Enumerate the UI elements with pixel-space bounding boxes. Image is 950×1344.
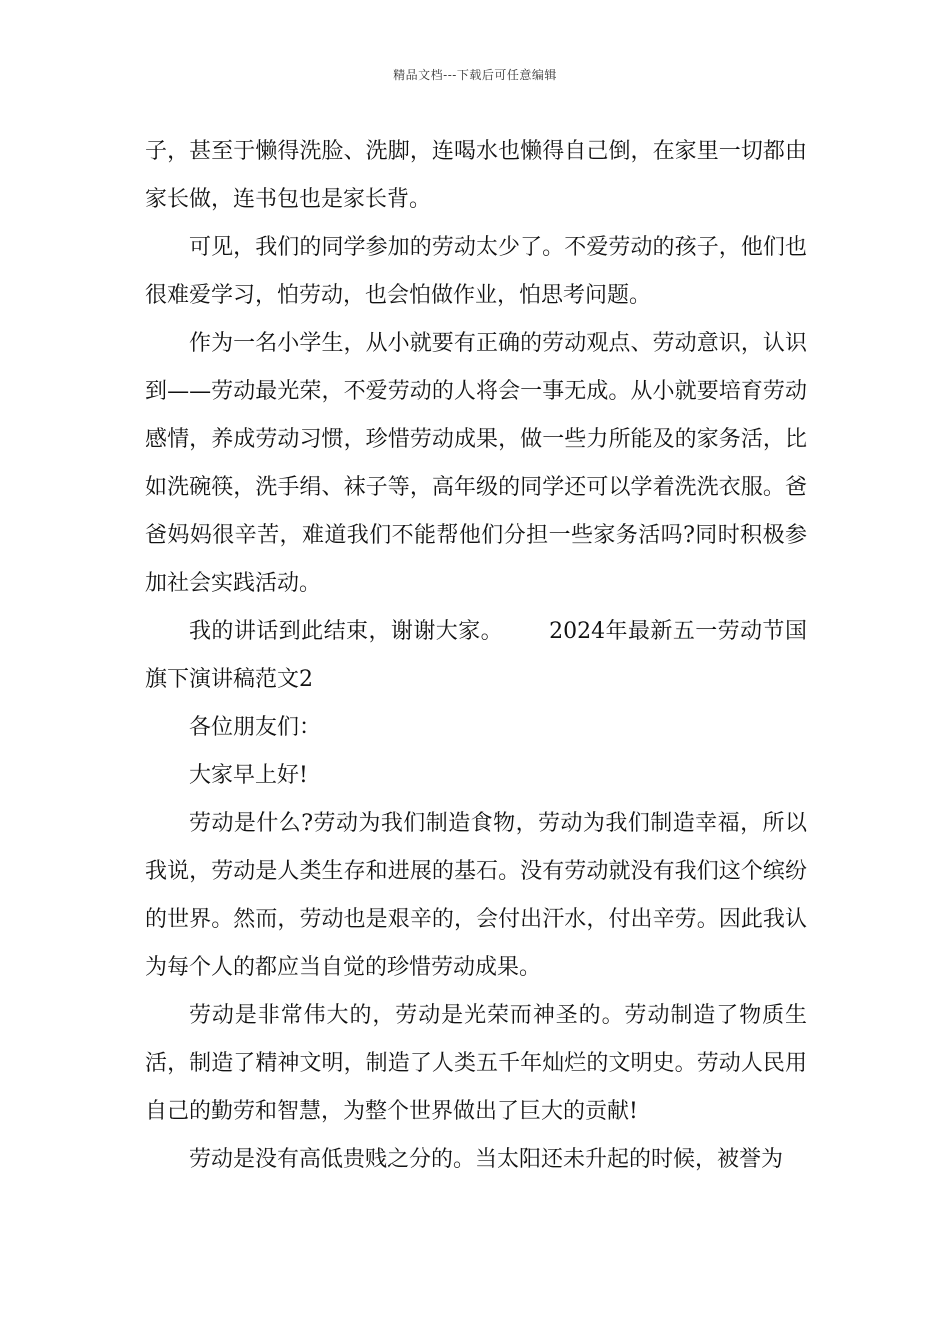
- paragraph-text: 作为一名小学生，从小就要有正确的劳动观点、劳动意识，认识到——劳动最光荣，不爱劳动的人将会一事无成。从小就要培育劳动感情，养成劳动习惯，珍惜劳动成果，做一些力所能及的家务活，比如洗碗筷，洗手绢、袜子等，高年级的同学还可以学着洗洗衣服。爸爸妈妈很辛苦，难道我们不能帮他们分担一些家务活吗?同时积极参加社会实践活动。: [145, 331, 807, 596]
- document-body: [145, 128, 807, 1184]
- paragraph: [145, 800, 807, 992]
- paragraph: [145, 128, 807, 224]
- paragraph: [145, 1136, 807, 1184]
- paragraph-text: 劳动是非常伟大的，劳动是光荣而神圣的。劳动制造了物质生活，制造了精神文明，制造了人类五千年灿烂的文明史。劳动人民用自己的勤劳和智慧，为整个世界做出了巨大的贡献!: [145, 1003, 807, 1124]
- paragraph-text: 大家早上好!: [189, 763, 308, 788]
- paragraph: [145, 704, 807, 752]
- paragraph-text: 可见，我们的同学参加的劳动太少了。不爱劳动的孩子，他们也很难爱学习，怕劳动，也会怕做作业，怕思考问题。: [145, 235, 807, 308]
- paragraph: [145, 752, 807, 800]
- page-header: 精品文档---下载后可任意编辑: [393, 68, 557, 82]
- paragraph-text: 子，甚至于懒得洗脸、洗脚，连喝水也懒得自己倒，在家里一切都由家长做，连书包也是家长背。: [145, 139, 807, 212]
- paragraph: [145, 224, 807, 320]
- paragraph-text: 劳动是没有高低贵贱之分的。当太阳还未升起的时候，被誉为: [189, 1147, 784, 1172]
- paragraph: [145, 992, 807, 1136]
- paragraph-text: 劳动是什么?劳动为我们制造食物，劳动为我们制造幸福，所以我说，劳动是人类生存和进展的基石。没有劳动就没有我们这个缤纷的世界。然而，劳动也是艰辛的，会付出汗水，付出辛劳。因此我认为每个人的都应当自觉的珍惜劳动成果。: [145, 811, 807, 980]
- paragraph-with-section-title: [145, 608, 807, 704]
- paragraph-text: 我的讲话到此结束，谢谢大家。: [189, 619, 504, 644]
- section-title: 2024年最新五一劳动节国旗下演讲稿范文2: [145, 619, 807, 692]
- paragraph-text: 各位朋友们：: [189, 715, 322, 740]
- paragraph: [145, 320, 807, 608]
